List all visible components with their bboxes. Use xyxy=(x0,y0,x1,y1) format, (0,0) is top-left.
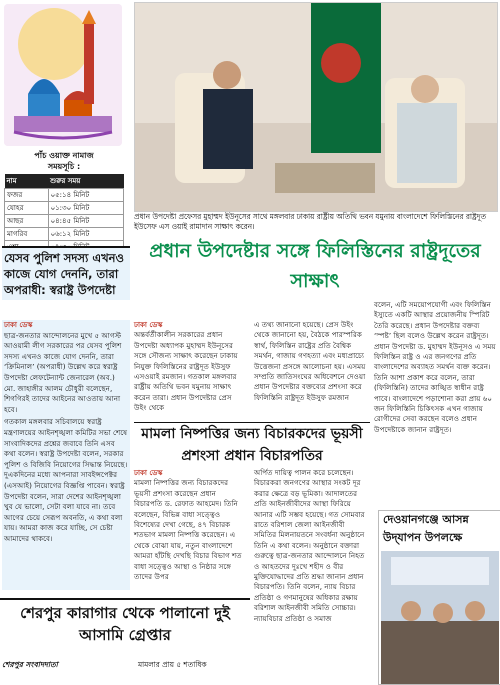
prayer-name: আছর xyxy=(5,215,49,228)
news-dateline: ঢাকা ডেস্ক xyxy=(4,321,33,329)
news-paragraph: মামলার প্রায় ৫ শতাধিক xyxy=(138,660,207,669)
news-dateline: ঢাকা ডেস্ক xyxy=(134,321,163,329)
news-photo xyxy=(134,2,498,212)
police-news-headline[interactable]: যেসব পুলিশ সদস্য এখনও কাজে যোগ দেননি, তারা অপরাধী: স্বরাষ্ট্র উপদেষ্টা xyxy=(2,246,130,300)
table-header: নাম xyxy=(5,174,49,189)
prayer-name: ফজর xyxy=(5,189,49,202)
prayer-name: মাগরিব xyxy=(5,228,49,241)
event-news-box[interactable] xyxy=(378,510,500,685)
mosque-logo xyxy=(4,4,122,146)
top-story-column xyxy=(374,300,496,437)
event-news-headline: দেওয়ানগঞ্জে আসন্ন উদ্‌যাপন উপলক্ষে xyxy=(383,513,469,544)
prayer-times-title: পাঁচ ওয়াক্ত নামাজ সময়সূচি : xyxy=(34,151,94,171)
police-news-body xyxy=(2,320,130,590)
table-row xyxy=(5,202,124,215)
top-story-headline[interactable]: প্রধান উপদেষ্টার সঙ্গে ফিলিস্তিনের রাষ্ট্রদূতের সাক্ষাৎ xyxy=(149,240,481,292)
table-row xyxy=(5,189,124,202)
table-row xyxy=(5,228,124,241)
news-paragraph: অর্পিত দায়িত্ব পালন করে চলেছেন। বিচারকরা জনগণের আস্থার সংকট দূর করার ক্ষেত্রে বড় ভূমিকা। আদালতের প্রতি আইনজীবীদের আস্থা ফিরিয়ে আনার এটি সম্ভব হয়েছে। গত সোমবার রাতে বরিশাল জেলা আইনজীবী সমিতির মিলনায়তনে সংবর্ধনা অনুষ্ঠানে তিনি এ কথা বলেন। অনুষ্ঠানে বক্তারা গুরুত্বে ছাত্র-জনতার আন্দোলনে নিহত ও আহতদের দুঃখে শহীদ ও বীর মুক্তিযোদ্ধাদের প্রতি শ্রদ্ধা জানান প্রধান বিচারপতি। তিনি বলেন, ন্যায় বিচার প্রতিষ্ঠা ও গণমানুষের অধিকার রক্ষায় বরিশাল আইনজীবী সমিতি সোচ্চার। ন্যায়বিচার প্রতিষ্ঠা ও সমাজ xyxy=(254,468,365,623)
news-paragraph: গতকাল মঙ্গলবার সচিবালয়ে স্বরাষ্ট্র মন্ত্রণালয়ের আইনশৃঙ্খলা কমিটির সভা শেষে সাংবাদিকদের প্রশ্নের জবাবে তিনি এসব কথা বলেন। স্বরাষ্ট্র উপদেষ্টা বলেন, সরকার পুলিশ ও বিজিবি নিয়োগের সিদ্ধান্ত নিয়েছে। দুএকদিনের মধ্যে আপনারা সাবইন্সপেক্টর (এসআই) নিয়োগের বিজ্ঞপ্তি পাবেন। স্বরাষ্ট্র উপদেষ্টা বলেন, সারা দেশের আইনশৃঙ্খলা খুব যে ভালো, সেটা বলা যাবে না। তবে আগের চেয়ে সেরূপ অবনতি, এ কথা বলা যায়। আমরা কাজ করে যাচ্ছি, সে চেষ্টা আমাদের থাকবে। xyxy=(4,417,128,543)
news-dateline: শেরপুর সংবাদদাতা xyxy=(2,660,58,669)
news-dateline: ঢাকা ডেস্ক xyxy=(134,469,163,477)
top-story-column xyxy=(254,320,366,405)
prayer-time: ০৫:১৪ মিনিট xyxy=(48,189,123,202)
prayer-time: ০৪:৪৫ মিনিট xyxy=(48,215,123,228)
prayer-times-table xyxy=(4,174,124,254)
table-header: শুরুর সময় xyxy=(48,174,123,189)
photo-caption: প্রধান উপদেষ্টা প্রফেসর মুহাম্মদ ইউনূসের সাথে মঙ্গলবার ঢাকায় রাষ্ট্রীয় অতিথি ভবন যমুনায় বাংলাদেশে ফিলিস্তিনের রাষ্ট্রদূত ইউসেফ এস ওয়াই রামাদান সাক্ষাৎ করেন। xyxy=(134,212,486,231)
second-story-headline[interactable]: মামলা নিষ্পত্তির জন্য বিচারকদের ভূয়সী প্রশংসা প্রধান বিচারপতির xyxy=(134,422,370,467)
news-paragraph: এ তথ্য জানানো হয়েছে। প্রেস উইং থেকে জানানো হয়, বৈঠকে পারস্পরিক স্বার্থ, ফিলিস্তিন রাষ্ট্রের প্রতি বৈশ্বিক সমর্থন, গাজায় গণহত্যা এবং মধ্যপ্রাচ্যে উত্তেজনা প্রসঙ্গে আলোচনা হয়। এসময় সম্প্রতি জাতিসংঘের অধিবেশনে দেওয়া প্রধান উপদেষ্টার বক্তব্যের প্রশংসা করে ফিলিস্তিনি রাষ্ট্রদূত ইউসুফ রমজান xyxy=(254,320,366,402)
lower-story-headline[interactable]: শেরপুর কারাগার থেকে পালানো দুই আসামি গ্রেপ্তার xyxy=(0,598,250,646)
second-story-column xyxy=(254,468,366,626)
news-paragraph: ছাত্র-জনতার আন্দোলনের মুখে ৫ আগস্ট আওয়ামী লীগ সরকারের পর যেসব পুলিশ সদস্য এখনও কাজে যোগ দেননি, তারা ‘ক্রিমিনাল’ (অপরাধী) উল্লেখ করে স্বরাষ্ট্র উপদেষ্টা লেফটেন্যান্ট জেনারেল (অব.) মো. জাহাঙ্গীর আলম চৌধুরী বলেছেন, শিগগিরই তাদের আইনের আওতায় আনা হবে। xyxy=(4,330,122,414)
prayer-time: ০১:৩০ মিনিট xyxy=(48,202,123,215)
table-row xyxy=(5,215,124,228)
top-story-column xyxy=(134,320,246,416)
news-paragraph: বলেন, এটি সময়োপযোগী এবং ফিলিস্তিন ইস্যুতে একটি আস্থার প্রয়োজনীয় স্পিরিট তৈরি করেছে। প্রধান উপদেষ্টার বক্তব্য ‘স্পষ্ট’ ছিল বলেও উল্লেখ করেন রাষ্ট্রদূত। প্রধান উপদেষ্টা ড. মুহাম্মদ ইউনূসও এ সময় ফিলিস্তিন রাষ্ট্র ও এর জনগণের প্রতি বাংলাদেশের অব্যাহত সমর্থন ব্যক্ত করেন। তিনি আশা প্রকাশ করে বলেন, তারা (ফিলিস্তিনি) তাদের কাঙ্খিত স্বাধীন রাষ্ট্র পাবে। বাংলাদেশে পড়াশোনা করা প্রায় ৬০ জন ফিলিস্তিনি চিকিৎসক এখন গাজায় রোগীদের সেবা করছেন বলেও প্রধান উপদেষ্টাকে জানান রাষ্ট্রদূত। xyxy=(374,300,496,434)
event-photo xyxy=(381,551,499,684)
prayer-name: যোহর xyxy=(5,202,49,215)
prayer-time: ০৬:১২ মিনিট xyxy=(48,228,123,241)
second-story-column xyxy=(134,468,246,584)
news-paragraph: অন্তর্বর্তীকালীন সরকারের প্রধান উপদেষ্টা অধ্যাপক মুহাম্মদ ইউনূসের সঙ্গে সৌজন্য সাক্ষাৎ করেছেন ঢাকায় নিযুক্ত ফিলিস্তিনের রাষ্ট্রদূত ইউসুফ এসওয়াই রমজান। গতকাল মঙ্গলবার রাষ্ট্রীয় অতিথি ভবন যমুনায় সাক্ষাৎ করেন তারা। প্রধান উপদেষ্টার প্রেস উইং থেকে xyxy=(134,330,238,413)
news-paragraph: মামলা নিষ্পত্তির জন্য বিচারকদের ভূয়সী প্রশংসা করেছেন প্রধান বিচারপতি ড. রেফাত আহমেদ। তিনি বলেছেন, বিভিন্ন বাধা সত্ত্বেও বিশেষ্যের দেখা গেছে, ৪৭ বিচারক শতভাগ মামলা নিষ্পত্তি করেছেন। এ থেকে বোঝা যায়, নতুন বাংলাদেশে আমরা হাঁটছি দেখছি বিচার বিভাগ শত বাধা সত্ত্বেও আস্থা ও নিষ্ঠার সঙ্গে তাদের উপর xyxy=(134,478,242,582)
